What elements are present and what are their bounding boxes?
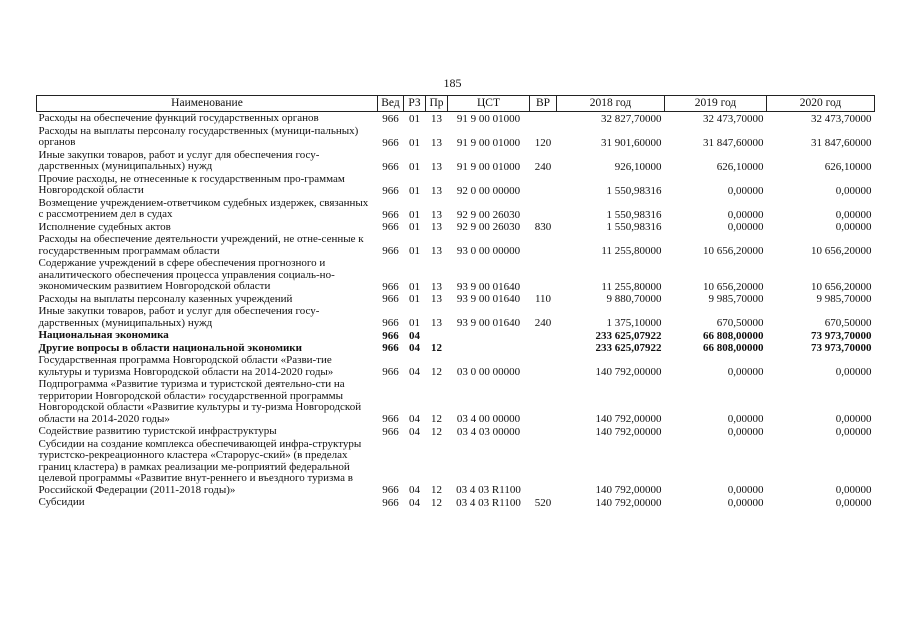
row-name: Содействие развитию туристской инфраструктуры: [38, 425, 277, 437]
table-row: [37, 329, 875, 342]
row-2020: 73 973,70000: [811, 329, 872, 342]
row-2019: 0,00000: [727, 366, 764, 378]
row-2020: 31 847,60000: [811, 136, 872, 149]
row-cst: 91 9 00 01000: [456, 112, 521, 125]
header-ved: Вед: [378, 96, 404, 112]
row-2018: 233 625,07922: [595, 329, 662, 342]
row-vr: 120: [534, 136, 552, 149]
row-rz: 01: [409, 160, 420, 173]
table-row: [37, 342, 875, 355]
row-pr: 13: [431, 112, 442, 125]
row-name: Содержание учреждений в сфере обеспечения прогнозного и аналитического обеспечения процесса управления социаль-но-экономическим развитием Новгородской области: [38, 257, 335, 292]
row-cst: 91 9 00 01000: [456, 136, 521, 149]
row-2020: 626,10000: [824, 160, 872, 173]
row-vr: [530, 173, 557, 197]
row-ved: 966: [382, 221, 399, 233]
header-name: Наименование: [37, 96, 378, 112]
row-vr: [530, 257, 557, 293]
row-cst: 03 4 03 R1100: [456, 496, 521, 509]
row-2018: 11 255,80000: [601, 280, 662, 293]
row-vr: 830: [534, 221, 552, 233]
row-pr: 13: [431, 208, 442, 221]
row-2018: 140 792,00000: [595, 366, 662, 378]
row-2018: 1 550,98316: [606, 208, 662, 221]
row-2020: 73 973,70000: [811, 342, 872, 354]
row-pr: 13: [431, 221, 442, 233]
row-2018: 11 255,80000: [601, 245, 662, 257]
table-row: [37, 378, 875, 425]
row-pr: 13: [431, 280, 442, 293]
table-row: [37, 233, 875, 257]
row-2020: 10 656,20000: [811, 280, 872, 293]
row-2018: 140 792,00000: [595, 484, 662, 496]
budget-table: [36, 95, 875, 509]
row-ved: 966: [382, 484, 399, 496]
row-name: Исполнение судебных актов: [38, 220, 171, 233]
row-pr: 13: [431, 317, 442, 329]
row-ved: 966: [382, 112, 399, 125]
row-ved: 966: [382, 366, 399, 378]
row-2020: 0,00000: [835, 366, 872, 378]
row-2019: 10 656,20000: [703, 245, 764, 257]
row-ved: 966: [382, 413, 399, 425]
row-name: Иные закупки товаров, работ и услуг для обеспечения госу-дарственных (муниципальных) нужд: [38, 148, 320, 172]
table-row: [37, 197, 875, 221]
row-pr: 13: [431, 184, 442, 197]
table-row: [37, 125, 875, 149]
header-2020: 2020 год: [767, 96, 875, 112]
row-ved: 966: [382, 329, 399, 342]
row-vr: 110: [534, 293, 552, 305]
row-2018: 9 880,70000: [606, 293, 662, 305]
row-rz: 01: [409, 208, 420, 221]
row-rz: 04: [409, 366, 420, 378]
row-2018: 1 550,98316: [606, 221, 662, 233]
row-cst: [448, 342, 530, 355]
row-pr: 13: [431, 160, 442, 173]
row-ved: 966: [382, 160, 399, 173]
row-2019: 32 473,70000: [703, 112, 764, 125]
header-2018: 2018 год: [557, 96, 665, 112]
row-cst: 91 9 00 01000: [456, 160, 521, 173]
row-rz: 04: [409, 425, 420, 438]
row-cst: 92 9 00 26030: [456, 208, 521, 221]
row-name: Расходы на выплаты персоналу государственных (муници-пальных) органов: [38, 124, 359, 148]
row-2018: 1 550,98316: [606, 184, 662, 197]
row-pr: 13: [431, 245, 442, 257]
row-pr: [426, 329, 448, 342]
row-ved: 966: [382, 317, 399, 329]
row-2020: 32 473,70000: [811, 112, 872, 125]
row-pr: 12: [431, 413, 442, 425]
row-cst: 03 4 03 R1100: [456, 484, 521, 496]
row-pr: 12: [431, 496, 442, 509]
row-pr: 13: [431, 136, 442, 149]
row-cst: 93 0 00 00000: [456, 245, 521, 257]
row-cst: 93 9 00 01640: [456, 293, 521, 305]
row-name: Другие вопросы в области национальной экономики: [38, 341, 302, 354]
row-2020: 0,00000: [835, 413, 872, 425]
row-name: Государственная программа Новгородской области «Разви-тие культуры и туризма Новгородской области на 2014-2020 годы»: [38, 354, 334, 378]
row-rz: 01: [409, 293, 420, 305]
row-2019: 66 808,00000: [703, 329, 764, 342]
row-2019: 10 656,20000: [703, 280, 764, 293]
row-cst: [448, 329, 530, 342]
row-rz: 04: [409, 496, 420, 509]
row-2018: 926,10000: [614, 160, 662, 173]
row-ved: 966: [382, 245, 399, 257]
table-row: [37, 425, 875, 438]
row-2019: 0,00000: [727, 413, 764, 425]
row-ved: 966: [382, 425, 399, 438]
row-2019: 31 847,60000: [703, 136, 764, 149]
row-vr: [530, 378, 557, 425]
row-vr: [530, 112, 557, 125]
row-ved: 966: [382, 293, 399, 305]
row-ved: 966: [382, 208, 399, 221]
table-row: [37, 221, 875, 234]
row-rz: 01: [409, 317, 420, 329]
row-2019: 0,00000: [727, 425, 764, 438]
row-2019: 0,00000: [727, 484, 764, 496]
row-2020: 670,50000: [824, 317, 872, 329]
row-rz: 01: [409, 280, 420, 293]
row-cst: 03 4 00 00000: [456, 413, 521, 425]
row-rz: 04: [409, 484, 420, 496]
row-vr: [530, 354, 557, 378]
row-ved: 966: [382, 136, 399, 149]
row-2020: 10 656,20000: [811, 245, 872, 257]
row-name: Подпрограмма «Развитие туризма и туристской деятельно-сти на территории Новгородской области» государственной программы Новгородской области «Развитие культуры и ту-ризма Новгородской области на 2014-2020 годы»: [38, 378, 362, 425]
header-2019: 2019 год: [665, 96, 767, 112]
row-2020: 0,00000: [835, 184, 872, 197]
row-vr: 520: [534, 496, 552, 509]
row-2019: 0,00000: [727, 496, 764, 509]
row-rz: 04: [409, 413, 420, 425]
table-row: [37, 305, 875, 329]
row-cst: 03 0 00 00000: [456, 366, 521, 378]
row-name: Возмещение учреждением-ответчиком судебных издержек, связанных с рассмотрением дел в судах: [38, 196, 369, 220]
row-name: Национальная экономика: [38, 329, 169, 341]
row-2019: 66 808,00000: [703, 342, 764, 354]
header-rz: РЗ: [404, 96, 426, 112]
row-rz: 04: [409, 342, 420, 354]
row-pr: 12: [431, 484, 442, 496]
row-name: Расходы на обеспечение деятельности учреждений, не отне-сенные к государственным программам области: [38, 233, 364, 257]
row-2020: 0,00000: [835, 221, 872, 233]
row-ved: 966: [382, 496, 399, 509]
header-pr: Пр: [426, 96, 448, 112]
row-ved: 966: [382, 184, 399, 197]
row-2018: 233 625,07922: [595, 342, 662, 354]
row-2018: 140 792,00000: [595, 413, 662, 425]
row-2020: 0,00000: [835, 484, 872, 496]
table-header-row: [37, 96, 875, 112]
table-row: [37, 149, 875, 173]
row-cst: 92 9 00 26030: [456, 221, 521, 233]
row-pr: 12: [431, 342, 442, 354]
row-2018: 140 792,00000: [595, 496, 662, 509]
row-vr: 240: [534, 160, 552, 173]
table-row: [37, 496, 875, 509]
row-rz: 04: [409, 329, 420, 342]
row-rz: 01: [409, 136, 420, 149]
row-2019: 670,50000: [716, 317, 764, 329]
row-name: Прочие расходы, не отнесенные к государственным про-граммам Новгородской области: [38, 172, 345, 196]
row-name: Субсидии на создание комплекса обеспечивающей инфра-структуры туристско-рекреационного кластера «Старорус-ский» (в пределах границ кластера) в рамках реализации ме-роприятий федеральной целевой программы «Развитие внут-реннего и въездного туризма в Российской Федерации (2011-2018 годы)»: [38, 437, 362, 496]
row-vr: [530, 197, 557, 221]
table-row: [37, 354, 875, 378]
row-2018: 32 827,70000: [601, 112, 662, 125]
row-rz: 01: [409, 245, 420, 257]
row-pr: 12: [431, 366, 442, 378]
row-vr: 240: [534, 317, 552, 329]
row-pr: 13: [431, 293, 442, 305]
row-2019: 626,10000: [716, 160, 764, 173]
row-2018: 1 375,10000: [606, 317, 662, 329]
row-2019: 0,00000: [727, 221, 764, 233]
row-ved: 966: [382, 342, 399, 354]
row-vr: [530, 425, 557, 438]
row-ved: 966: [382, 280, 399, 293]
row-name: Расходы на обеспечение функций государственных органов: [38, 112, 319, 124]
row-pr: 12: [431, 425, 442, 438]
row-2019: 0,00000: [727, 184, 764, 197]
row-2020: 9 985,70000: [816, 293, 872, 305]
header-vr: ВР: [530, 96, 557, 112]
table-row: [37, 293, 875, 306]
row-name: Субсидии: [38, 496, 85, 508]
row-cst: 03 4 03 00000: [456, 425, 521, 438]
row-cst: 93 9 00 01640: [456, 317, 521, 329]
row-rz: 01: [409, 112, 420, 125]
table-row: [37, 173, 875, 197]
row-name: Расходы на выплаты персоналу казенных учреждений: [38, 292, 293, 305]
row-vr: [530, 233, 557, 257]
row-vr: [530, 438, 557, 497]
row-2020: 0,00000: [835, 425, 872, 438]
row-vr: [530, 342, 557, 355]
row-vr: [530, 329, 557, 342]
row-cst: 93 9 00 01640: [456, 280, 521, 293]
row-cst: 92 0 00 00000: [456, 184, 521, 197]
header-cst: ЦСТ: [448, 96, 530, 112]
row-2019: 0,00000: [727, 208, 764, 221]
row-2018: 140 792,00000: [595, 425, 662, 438]
row-2018: 31 901,60000: [601, 136, 662, 149]
row-2020: 0,00000: [835, 208, 872, 221]
row-2019: 9 985,70000: [708, 293, 764, 305]
row-rz: 01: [409, 221, 420, 233]
table-row: [37, 257, 875, 293]
table-row: [37, 438, 875, 497]
row-2020: 0,00000: [835, 496, 872, 509]
row-name: Иные закупки товаров, работ и услуг для обеспечения госу-дарственных (муниципальных) нужд: [38, 305, 320, 329]
row-rz: 01: [409, 184, 420, 197]
page-number: 185: [443, 76, 462, 90]
table-row: [37, 112, 875, 125]
